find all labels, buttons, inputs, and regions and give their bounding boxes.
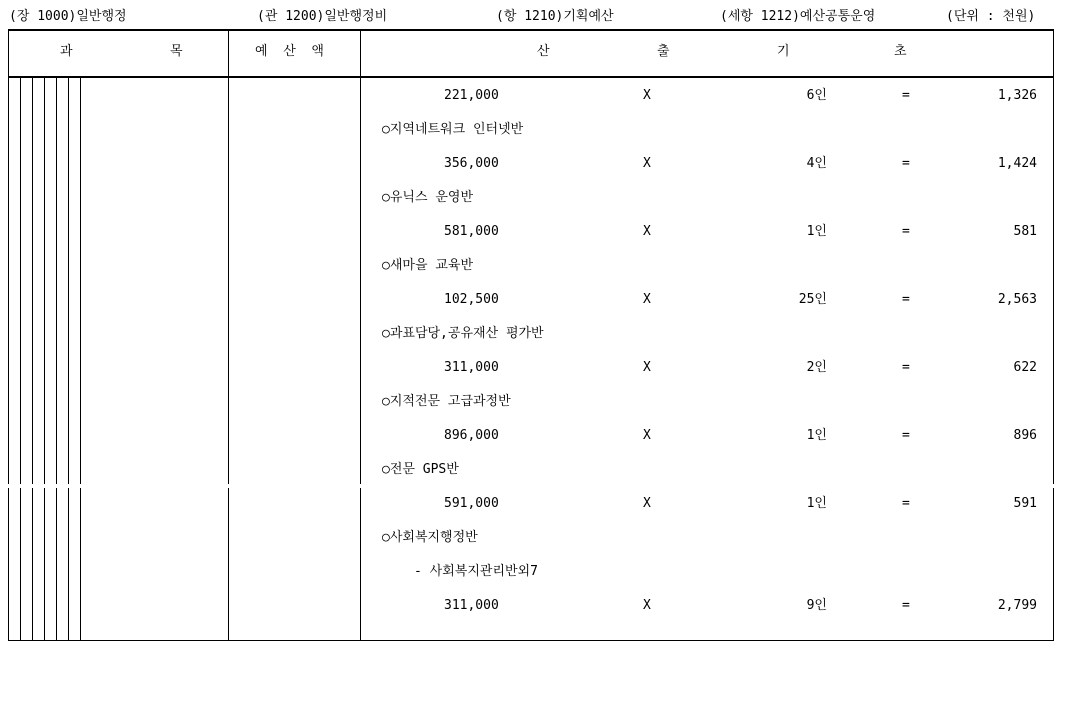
unit-amount: 356,000 — [444, 156, 499, 171]
header-calc-2: 출 — [657, 44, 670, 59]
unit-amount: 591,000 — [444, 496, 499, 511]
calc-row — [0, 426, 1067, 446]
header-gwa: 과 — [60, 44, 73, 59]
person-count: 1인 — [806, 496, 827, 511]
equals-sign: = — [902, 156, 910, 171]
row-total: 2,563 — [997, 292, 1037, 307]
multiply-sign: X — [643, 496, 651, 511]
course-label: ○지역네트워크 인터넷반 — [382, 122, 524, 137]
calc-row — [0, 222, 1067, 242]
course-item — [0, 392, 1067, 412]
row-total: 622 — [1013, 360, 1037, 375]
unit-amount: 896,000 — [444, 428, 499, 443]
course-item — [0, 528, 1067, 548]
calc-row — [0, 290, 1067, 310]
multiply-sign: X — [643, 360, 651, 375]
course-item — [0, 256, 1067, 276]
course-sublabel: - 사회복지관리반외7 — [414, 564, 538, 579]
multiply-sign: X — [643, 292, 651, 307]
equals-sign: = — [902, 360, 910, 375]
header-divider — [8, 76, 1054, 78]
person-count: 2인 — [806, 360, 827, 375]
header-calc-3: 기 — [777, 44, 790, 59]
row-total: 1,424 — [997, 156, 1037, 171]
unit-amount: 102,500 — [444, 292, 499, 307]
calc-row — [0, 494, 1067, 514]
row-total: 896 — [1013, 428, 1037, 443]
calc-row — [0, 596, 1067, 616]
equals-sign: = — [902, 292, 910, 307]
row-total: 591 — [1013, 496, 1037, 511]
equals-sign: = — [902, 598, 910, 613]
course-subitem — [0, 562, 1067, 582]
header-calc-1: 산 — [537, 44, 550, 59]
equals-sign: = — [902, 88, 910, 103]
page-break-gap — [0, 484, 1067, 488]
multiply-sign: X — [643, 598, 651, 613]
row-total: 2,799 — [997, 598, 1037, 613]
header-mok: 목 — [170, 44, 183, 59]
unit-amount: 311,000 — [444, 360, 499, 375]
hang-label: (항 1210)기획예산 — [496, 9, 614, 24]
calc-row — [0, 86, 1067, 106]
course-label: ○사회복지행정반 — [382, 530, 478, 545]
unit-amount: 221,000 — [444, 88, 499, 103]
multiply-sign: X — [643, 224, 651, 239]
multiply-sign: X — [643, 428, 651, 443]
person-count: 9인 — [806, 598, 827, 613]
course-item — [0, 120, 1067, 140]
person-count: 6인 — [806, 88, 827, 103]
gwan-label: (관 1200)일반행정비 — [257, 9, 388, 24]
person-count: 4인 — [806, 156, 827, 171]
calc-row — [0, 154, 1067, 174]
course-label: ○과표담당,공유재산 평가반 — [382, 326, 544, 341]
course-label: ○유닉스 운영반 — [382, 190, 474, 205]
sehang-label: (세항 1212)예산공통운영 — [720, 9, 876, 24]
jang-label: (장 1000)일반행정 — [9, 9, 127, 24]
course-item — [0, 188, 1067, 208]
row-total: 581 — [1013, 224, 1037, 239]
course-label: ○전문 GPS반 — [382, 462, 459, 477]
person-count: 25인 — [798, 292, 827, 307]
equals-sign: = — [902, 496, 910, 511]
person-count: 1인 — [806, 428, 827, 443]
course-label: ○새마을 교육반 — [382, 258, 474, 273]
multiply-sign: X — [643, 88, 651, 103]
header-calc-4: 초 — [894, 44, 907, 59]
header-budget: 예 산 액 — [255, 44, 324, 59]
unit-amount: 311,000 — [444, 598, 499, 613]
course-label: ○지적전문 고급과정반 — [382, 394, 511, 409]
row-total: 1,326 — [997, 88, 1037, 103]
unit-label: (단위 : 천원) — [946, 9, 1036, 24]
multiply-sign: X — [643, 156, 651, 171]
course-item — [0, 460, 1067, 480]
person-count: 1인 — [806, 224, 827, 239]
unit-amount: 581,000 — [444, 224, 499, 239]
equals-sign: = — [902, 224, 910, 239]
calc-row — [0, 358, 1067, 378]
course-item — [0, 324, 1067, 344]
equals-sign: = — [902, 428, 910, 443]
